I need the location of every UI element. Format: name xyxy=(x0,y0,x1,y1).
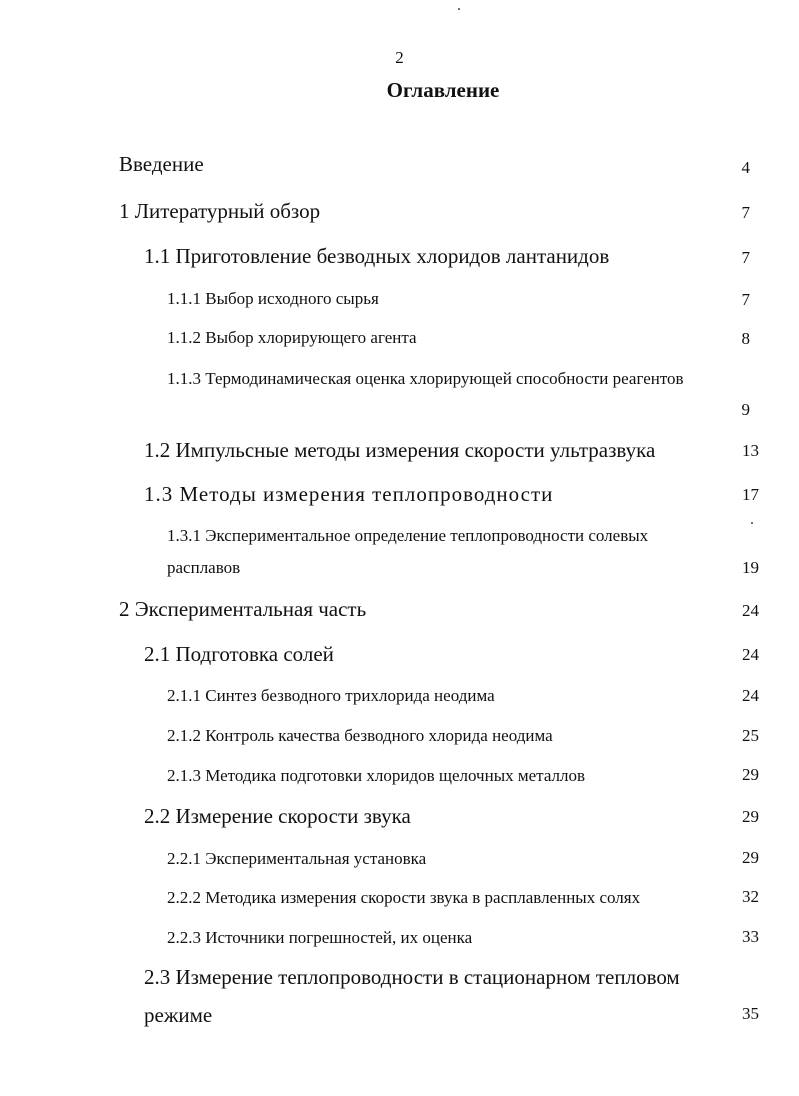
toc-entry-page: 29 xyxy=(742,848,759,867)
toc-entry-text-continued: режиме xyxy=(144,1003,213,1027)
toc-entry-text: 2.1 Подготовка солей xyxy=(144,642,334,666)
toc-entry-text: 2.1.2 Контроль качества безводного хлорида неодима xyxy=(167,726,553,745)
toc-entry-text: 2.2.1 Экспериментальная установка xyxy=(167,849,427,868)
toc-entry-page: 35 xyxy=(742,1004,759,1023)
toc-entry-page: 29 xyxy=(742,765,759,784)
toc-entry-page: 7 xyxy=(741,290,750,309)
page-number: 2 xyxy=(395,48,404,67)
toc-entry-text: 1.1.2 Выбор хлорирующего агента xyxy=(167,328,417,347)
toc-entry-page: 24 xyxy=(742,601,759,620)
toc-entry-text: 2.2 Измерение скорости звука xyxy=(144,804,411,828)
toc-entry-page: 17 xyxy=(742,485,759,504)
toc-entry-text: 1.2 Импульсные методы измерения скорости ультразвука xyxy=(144,438,656,462)
toc-entry-page: 25 xyxy=(742,726,759,745)
toc-entry-text: 2.3 Измерение теплопроводности в стационарном тепловом xyxy=(144,965,680,989)
scan-speck xyxy=(751,522,753,524)
toc-entry-text: 1 Литературный обзор xyxy=(119,199,321,223)
toc-entry-page: 24 xyxy=(742,645,759,664)
toc-entry-text: 1.3.1 Экспериментальное определение теплопроводности солевых xyxy=(167,526,649,545)
toc-entry-text: 2 Экспериментальная часть xyxy=(119,597,367,621)
toc-entry-page: 19 xyxy=(742,558,759,577)
toc-entry-page: 7 xyxy=(741,248,750,267)
toc-entry-text: 2.2.2 Методика измерения скорости звука в расплавленных солях xyxy=(167,888,641,907)
toc-entry-page: 29 xyxy=(742,807,759,826)
toc-entry-page: 24 xyxy=(742,686,759,705)
toc-title: Оглавление xyxy=(386,78,500,102)
toc-entry-page: 8 xyxy=(741,329,750,348)
toc-entry-page: 33 xyxy=(742,927,759,946)
toc-entry-text: 1.1.3 Термодинамическая оценка хлорирующей способности реагентов xyxy=(167,369,684,388)
toc-entry-text-continued: расплавов xyxy=(167,558,241,577)
toc-entry-page: 4 xyxy=(741,158,750,177)
toc-entry-page: 13 xyxy=(742,441,759,460)
toc-entry-text: 1.1.1 Выбор исходного сырья xyxy=(167,289,379,308)
toc-entry-text: 2.1.1 Синтез безводного трихлорида неодима xyxy=(167,686,495,705)
toc-entry-page: 32 xyxy=(742,887,759,906)
toc-entry-page: 9 xyxy=(741,400,750,419)
toc-entry-text: 1.1 Приготовление безводных хлоридов лантанидов xyxy=(144,244,610,268)
scan-speck xyxy=(458,8,460,10)
toc-entry-text: 2.1.3 Методика подготовки хлоридов щелочных металлов xyxy=(167,766,586,785)
toc-entry-text: Введение xyxy=(119,152,204,176)
toc-entry-page: 7 xyxy=(741,203,750,222)
toc-entry-text: 1.3 Методы измерения теплопроводности xyxy=(144,482,554,506)
toc-entry-text: 2.2.3 Источники погрешностей, их оценка xyxy=(167,928,473,947)
